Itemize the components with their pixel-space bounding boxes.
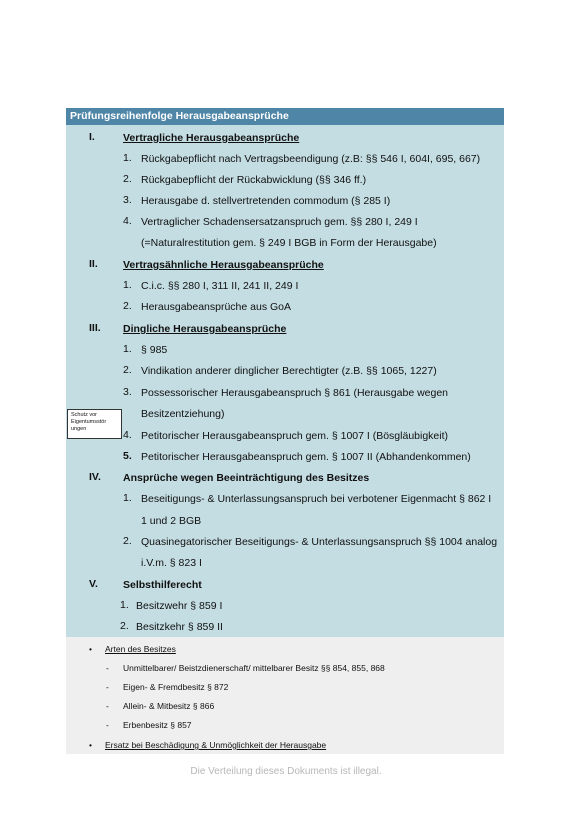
item-text: Possessorischer Herausgabeanspruch § 861 (Herausgabe wegen [141,387,449,399]
dash-icon: - [106,701,109,711]
item-text: Besitzwehr § 859 I [136,600,223,612]
item-num: 3. [123,194,132,206]
item-text: Herausgabeansprüche aus GoA [141,301,292,313]
section-title-V: Selbsthilferecht [123,579,202,591]
item-continuation: 1 und 2 BGB [141,515,202,527]
item-text: Rückgabepflicht nach Vertragsbeendigung (z.B: §§ 546 I, 604I, 695, 667) [141,153,481,165]
item-num: 2. [123,300,132,312]
item-text: Petitorischer Herausgabeanspruch gem. § 1007 I (Bösgläubigkeit) [141,430,449,442]
ersatz-title: Ersatz bei Beschädigung & Unmöglichkeit der Herausgabe [105,740,327,750]
item-text: Rückgabepflicht der Rückabwicklung (§§ 346 ff.) [141,174,367,186]
arten-item: Unmittelbarer/ Beistzdienerschaft/ mittelbarer Besitz §§ 854, 855, 868 [123,663,385,673]
item-text: Besitzkehr § 859 II [136,621,223,633]
item-num: 5. [123,450,132,462]
bullet-icon: • [89,644,92,654]
item-num: 2. [123,173,132,185]
roman-III: III. [89,322,101,334]
item-text: Vertraglicher Schadensersatzanspruch gem. §§ 280 I, 249 I [141,216,418,228]
bullet-icon: • [89,740,92,750]
table-header: Prüfungsreihenfolge Herausgabeansprüche [66,108,504,125]
item-text: Herausgabe d. stellvertretenden commodum (§ 285 I) [141,195,391,207]
item-text: Petitorischer Herausgabeanspruch gem. § 1007 II (Abhandenkommen) [141,451,471,463]
item-text: C.i.c. §§ 280 I, 311 II, 241 II, 249 I [141,280,299,292]
dash-icon: - [106,682,109,692]
roman-IV: IV. [89,471,101,483]
section-title-II: Vertragsähnliche Herausgabeansprüche [123,259,324,271]
arten-title: Arten des Besitzes [105,644,176,654]
dash-icon: - [106,720,109,730]
item-continuation: i.V.m. § 823 I [141,557,202,569]
roman-I: I. [89,131,95,143]
section-title-IV: Ansprüche wegen Beeinträchtigung des Besitzes [123,472,370,484]
item-num: 2. [123,364,132,376]
item-continuation: (=Naturalrestitution gem. § 249 I BGB in Form der Herausgabe) [141,237,437,249]
item-num: 1. [123,492,132,504]
dash-icon: - [106,663,109,673]
section-title-III: Dingliche Herausgabeansprüche [123,323,287,335]
item-num: 1. [123,343,132,355]
item-num: 1. [123,279,132,291]
item-text: § 985 [141,344,168,356]
item-text: Quasinegatorischer Beseitigungs- & Unterlassungsanspruch §§ 1004 analog [141,536,498,548]
item-num: 2. [123,535,132,547]
roman-II: II. [89,258,98,270]
roman-V: V. [89,578,98,590]
item-num: 1. [123,152,132,164]
item-continuation: Besitzentziehung) [141,408,225,420]
item-num: 2. [120,620,129,632]
arten-item: Allein- & Mitbesitz § 866 [123,701,215,711]
item-num: 3. [123,386,132,398]
section-title-I: Vertragliche Herausgabeansprüche [123,132,300,144]
item-num: 4. [123,215,132,227]
item-text: Vindikation anderer dinglicher Berechtigter (z.B. §§ 1065, 1227) [141,365,437,377]
item-num: 4. [123,429,132,441]
footer-watermark: Die Verteilung dieses Dokuments ist illegal. [190,766,382,777]
item-num: 1. [120,599,129,611]
margin-note: Schutz vor Eigentumsstör ungen [67,409,122,439]
item-text: Beseitigungs- & Unterlassungsanspruch bei verbotener Eigenmacht § 862 I [141,493,492,505]
arten-item: Erbenbesitz § 857 [123,720,192,730]
arten-item: Eigen- & Fremdbesitz § 872 [123,682,229,692]
